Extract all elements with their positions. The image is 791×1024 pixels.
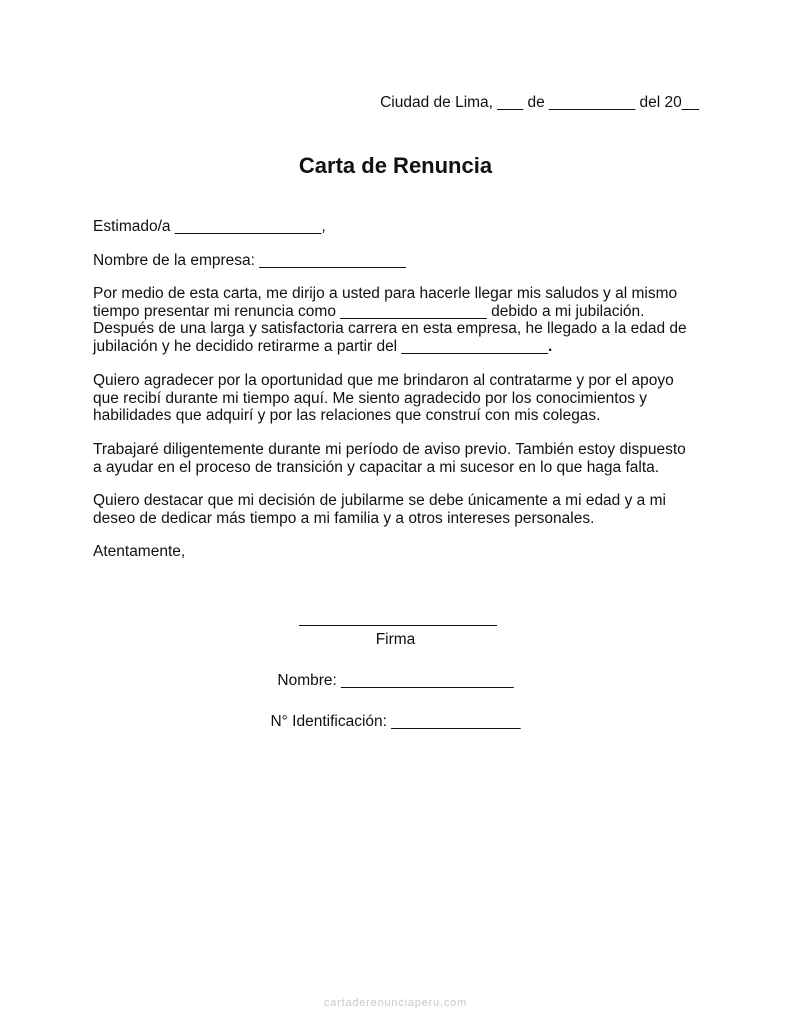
watermark: cartaderenunciaperu.com bbox=[323, 997, 468, 1009]
paragraph-line: que recibí durante mi tiempo aquí. Me siento agradecido por los conocimientos y bbox=[93, 389, 647, 407]
paragraph-line: Por medio de esta carta, me dirijo a usted para hacerle llegar mis saludos y al mismo bbox=[93, 285, 678, 302]
paragraph-line: habilidades que adquirí y por las relaciones que construí con mis colegas. bbox=[93, 407, 601, 424]
paragraph-line: deseo de dedicar más tiempo a mi familia y a otros intereses personales. bbox=[93, 509, 595, 527]
closing-line: Atentamente, bbox=[93, 543, 186, 560]
paragraph-line: Quiero agradecer por la oportunidad que me brindaron al contratarme y por el apoyo bbox=[93, 372, 674, 389]
paragraph-gratitude bbox=[93, 372, 705, 425]
company-name-line: Nombre de la empresa: _________________ bbox=[93, 252, 406, 269]
paragraph-line: Trabajaré diligentemente durante mi período de aviso previo. También estoy dispuesto bbox=[93, 441, 686, 458]
paragraph-line: tiempo presentar mi renuncia como _________________ debido a mi jubilación. bbox=[93, 302, 645, 320]
signature-line bbox=[299, 625, 497, 626]
signer-name-line: Nombre: ____________________ bbox=[277, 672, 514, 689]
paragraph-end-mark: . bbox=[547, 337, 553, 355]
paragraph-line-text: jubilación y he decidido retirarme a partir del _________________ bbox=[93, 337, 548, 355]
letter-title: Carta de Renuncia bbox=[298, 153, 493, 178]
paragraph-transition bbox=[93, 441, 705, 476]
paragraph-line bbox=[93, 338, 705, 356]
signature-label: Firma bbox=[375, 631, 416, 648]
greeting-line: Estimado/a _________________, bbox=[93, 218, 326, 235]
paragraph-reason bbox=[93, 492, 705, 527]
paragraph-resignation bbox=[93, 285, 705, 355]
signer-id-line: N° Identificación: _______________ bbox=[270, 713, 521, 730]
date-line: Ciudad de Lima, ___ de __________ del 20__ bbox=[380, 94, 699, 111]
paragraph-line: Después de una larga y satisfactoria carrera en esta empresa, he llegado a la edad de bbox=[93, 320, 687, 337]
paragraph-line: a ayudar en el proceso de transición y capacitar a mi sucesor en lo que haga falta. bbox=[93, 458, 660, 476]
paragraph-line: Quiero destacar que mi decisión de jubilarme se debe únicamente a mi edad y a mi bbox=[93, 492, 666, 509]
